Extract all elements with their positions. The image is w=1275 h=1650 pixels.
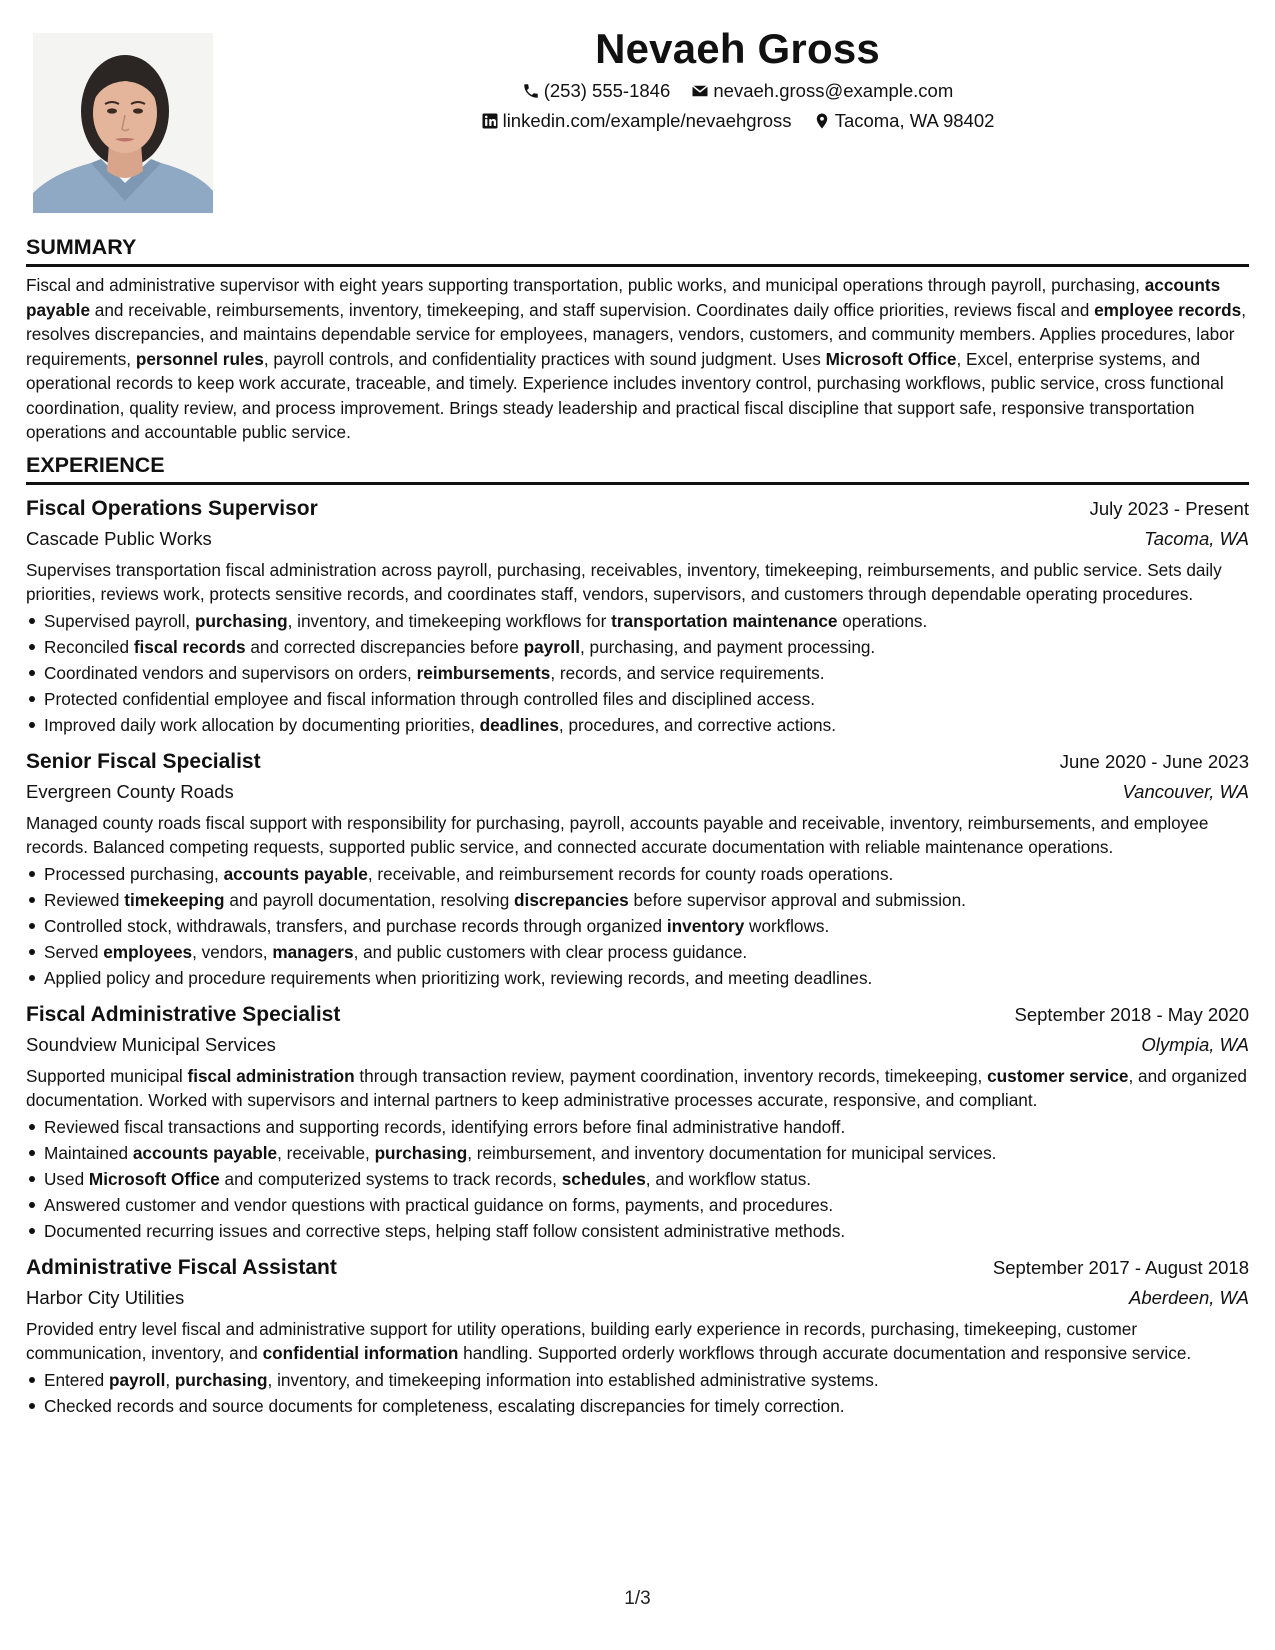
text-run: , receivable,	[277, 1143, 375, 1163]
text-run: and receivable, reimbursements, inventory, timekeeping, and staff supervision. Coordinates daily office priorities, reviews fiscal and	[90, 299, 1095, 320]
text-run: , and organized documentation. Worked with supervisors and internal partners to keep administrative processes accurate, responsive, and compliant.	[26, 1066, 1247, 1110]
bold-keyword: deadlines	[479, 715, 559, 735]
text-run: , procedures, and corrective actions.	[558, 715, 836, 735]
text-run: Processed purchasing,	[44, 864, 224, 884]
job-company: Harbor City Utilities	[26, 1287, 185, 1308]
job-header-row	[26, 999, 1249, 1030]
text-run: , and workflow status.	[645, 1169, 812, 1189]
text-run: Improved daily work allocation by documenting priorities,	[44, 715, 480, 735]
job-company-row	[26, 1283, 1249, 1313]
bold-keyword: employee records	[1094, 299, 1242, 320]
bullet-item	[26, 1114, 1249, 1140]
summary-text	[26, 273, 1249, 445]
text-run: , resolves discrepancies, and maintains dependable service for employees, managers, vendors, customers, and community members. Applies procedures, labor requirements,	[26, 299, 1246, 369]
phone-contact[interactable]	[522, 76, 671, 106]
bold-keyword: transportation maintenance	[611, 611, 838, 631]
bullet-item	[26, 861, 1249, 887]
job-bullets	[26, 861, 1249, 991]
email-text: nevaeh.gross@example.com	[713, 80, 954, 101]
bullet-item	[26, 1140, 1249, 1166]
job-bullets	[26, 1114, 1249, 1244]
bullet-item	[26, 608, 1249, 634]
job-title: Fiscal Administrative Specialist	[26, 1003, 341, 1026]
text-run: Checked records and source documents for completeness, escalating discrepancies for timely correction.	[44, 1396, 845, 1416]
phone-icon	[522, 82, 540, 100]
bold-keyword: reimbursements	[416, 663, 551, 683]
bold-keyword: accounts payable	[132, 1143, 278, 1163]
job-title: Senior Fiscal Specialist	[26, 750, 261, 773]
bold-keyword: purchasing	[174, 1370, 268, 1390]
text-run: ,	[165, 1370, 175, 1390]
bullet-item	[26, 1192, 1249, 1218]
text-run: workflows.	[744, 916, 830, 936]
location-contact	[813, 106, 995, 136]
text-run: Fiscal and administrative supervisor with eight years supporting transportation, public works, and municipal operations through payroll, purchasing,	[26, 275, 1145, 295]
text-run: Supported municipal	[26, 1066, 188, 1086]
text-run: Entered	[44, 1370, 109, 1390]
job-title: Administrative Fiscal Assistant	[26, 1256, 337, 1279]
text-run: , inventory, and timekeeping information into established administrative systems.	[267, 1370, 879, 1390]
text-run: and payroll documentation, resolving	[224, 890, 515, 910]
bullet-item	[26, 887, 1249, 913]
text-run: operations.	[837, 611, 928, 631]
bullet-item	[26, 1367, 1249, 1393]
text-run: Coordinated vendors and supervisors on orders,	[44, 663, 417, 683]
job-description	[26, 811, 1249, 859]
location-pin-icon	[813, 112, 831, 130]
bullet-item	[26, 1393, 1249, 1419]
section-title-summary: SUMMARY	[26, 234, 1249, 267]
bullet-item	[26, 1218, 1249, 1244]
job-location: Aberdeen, WA	[1129, 1287, 1249, 1308]
job-location: Olympia, WA	[1141, 1034, 1249, 1055]
text-run: Reconciled	[44, 637, 134, 657]
text-run: Reviewed fiscal transactions and supporting records, identifying errors before final administrative handoff.	[44, 1117, 846, 1137]
text-run: handling. Supported orderly workflows through accurate documentation and responsive service.	[458, 1343, 1192, 1363]
job-location: Tacoma, WA	[1144, 528, 1249, 549]
text-run: , Excel, enterprise systems, and operational records to keep work accurate, traceable, and timely. Experience includes inventory control, purchasing workflows, public service, cross functional coordination, quality review, and process improvement. Brings steady leadership and practical fiscal discipline that support safe, responsive transportation operations and accountable public service.	[26, 348, 1224, 442]
job-location: Vancouver, WA	[1122, 781, 1249, 802]
text-run: , and public customers with clear process guidance.	[353, 942, 748, 962]
job-description	[26, 1317, 1249, 1365]
text-run: Answered customer and vendor questions with practical guidance on forms, payments, and procedures.	[44, 1195, 834, 1215]
page-number: 1/3	[624, 1588, 651, 1609]
bold-keyword: Microsoft Office	[825, 348, 957, 369]
bullet-item	[26, 939, 1249, 965]
job-header-row	[26, 493, 1249, 524]
job-header-row	[26, 746, 1249, 777]
job-dates: July 2023 - Present	[1089, 498, 1249, 519]
text-run: and corrected discrepancies before	[245, 637, 524, 657]
bold-keyword: fiscal administration	[187, 1066, 355, 1086]
bold-keyword: managers	[272, 942, 354, 962]
text-run: Reviewed	[44, 890, 125, 910]
bold-keyword: inventory	[666, 916, 745, 936]
bold-keyword: confidential information	[262, 1343, 459, 1363]
bold-keyword: accounts payable	[26, 275, 1221, 320]
text-run: Supervises transportation fiscal administration across payroll, purchasing, receivables, inventory, timekeeping, reimbursements, and public service. Sets daily priorities, reviews work, protects sensitive records, and coordinates staff, vendors, supervisors, and customers through dependable operating procedures.	[26, 560, 1222, 604]
text-run: Supervised payroll,	[44, 611, 195, 631]
text-run: and computerized systems to track records,	[219, 1169, 562, 1189]
job-entry	[26, 1252, 1249, 1419]
job-company-row	[26, 777, 1249, 807]
bullet-item	[26, 686, 1249, 712]
bold-keyword: payroll	[108, 1370, 166, 1390]
email-contact[interactable]	[691, 76, 953, 106]
profile-photo	[33, 33, 213, 213]
email-icon	[691, 82, 709, 100]
text-run: Provided entry level fiscal and administrative support for utility operations, building early experience in records, purchasing, timekeeping, customer communication, inventory, and	[26, 1319, 1138, 1363]
job-dates: June 2020 - June 2023	[1059, 751, 1249, 772]
experience-section	[26, 452, 1249, 1419]
bullet-item	[26, 634, 1249, 660]
summary-section	[26, 234, 1249, 445]
linkedin-text: linkedin.com/example/nevaehgross	[502, 110, 792, 131]
job-company: Soundview Municipal Services	[26, 1034, 276, 1055]
text-run: , inventory, and timekeeping workflows for	[287, 611, 612, 631]
bold-keyword: payroll	[523, 637, 580, 657]
bullet-item	[26, 913, 1249, 939]
contact-line-1	[260, 76, 1215, 106]
text-run: Served	[44, 942, 104, 962]
resume-header	[260, 22, 1215, 136]
text-run: through transaction review, payment coordination, inventory records, timekeeping,	[354, 1066, 988, 1086]
text-run: Protected confidential employee and fiscal information through controlled files and disciplined access.	[44, 689, 816, 709]
portrait-image	[33, 33, 213, 213]
job-entry	[26, 999, 1249, 1244]
bullet-item	[26, 1166, 1249, 1192]
text-run: , payroll controls, and confidentiality practices with sound judgment. Uses	[263, 348, 826, 369]
text-run: , vendors,	[192, 942, 273, 962]
bold-keyword: schedules	[561, 1169, 646, 1189]
candidate-name: Nevaeh Gross	[595, 25, 880, 72]
job-description	[26, 558, 1249, 606]
text-run: Documented recurring issues and corrective steps, helping staff follow consistent administrative methods.	[44, 1221, 846, 1241]
bold-keyword: customer service	[987, 1066, 1129, 1086]
linkedin-contact[interactable]	[481, 106, 792, 136]
text-run: , records, and service requirements.	[550, 663, 825, 683]
job-company-row	[26, 1030, 1249, 1060]
job-description	[26, 1064, 1249, 1112]
phone-text: (253) 555-1846	[543, 80, 671, 101]
bold-keyword: fiscal records	[133, 637, 246, 657]
job-bullets	[26, 1367, 1249, 1419]
job-dates: September 2017 - August 2018	[992, 1257, 1249, 1278]
location-text: Tacoma, WA 98402	[834, 110, 995, 131]
bold-keyword: accounts payable	[223, 864, 368, 884]
job-bullets	[26, 608, 1249, 738]
text-run: Controlled stock, withdrawals, transfers, and purchase records through organized	[44, 916, 667, 936]
job-company: Evergreen County Roads	[26, 781, 234, 802]
bullet-item	[26, 965, 1249, 991]
text-run: Used	[44, 1169, 89, 1189]
linkedin-icon	[481, 112, 499, 130]
text-run: , purchasing, and payment processing.	[579, 637, 876, 657]
bold-keyword: employees	[103, 942, 193, 962]
bullet-item	[26, 712, 1249, 738]
text-run: Managed county roads fiscal support with responsibility for purchasing, payroll, accounts payable and receivable, inventory, reimbursements, and employee records. Balanced competing requests, supported public service, and connected accurate documentation with reliable maintenance operations.	[26, 813, 1209, 857]
job-company-row	[26, 524, 1249, 554]
contact-line-2	[260, 106, 1215, 136]
text-run: before supervisor approval and submission.	[628, 890, 966, 910]
job-title: Fiscal Operations Supervisor	[26, 497, 318, 520]
section-title-experience: EXPERIENCE	[26, 452, 1249, 485]
job-header-row	[26, 1252, 1249, 1283]
bold-keyword: purchasing	[194, 611, 288, 631]
text-run: , reimbursement, and inventory documentation for municipal services.	[467, 1143, 997, 1163]
bold-keyword: discrepancies	[514, 890, 629, 910]
bold-keyword: timekeeping	[124, 890, 225, 910]
bold-keyword: Microsoft Office	[88, 1169, 220, 1189]
job-dates: September 2018 - May 2020	[1014, 1004, 1249, 1025]
job-entry	[26, 746, 1249, 991]
bold-keyword: personnel rules	[135, 348, 264, 369]
text-run: , receivable, and reimbursement records for county roads operations.	[367, 864, 894, 884]
job-entry	[26, 493, 1249, 738]
text-run: Applied policy and procedure requirements when prioritizing work, reviewing records, and meeting deadlines.	[44, 968, 873, 988]
bold-keyword: purchasing	[374, 1143, 468, 1163]
bullet-item	[26, 660, 1249, 686]
job-company: Cascade Public Works	[26, 528, 212, 549]
text-run: Maintained	[44, 1143, 133, 1163]
